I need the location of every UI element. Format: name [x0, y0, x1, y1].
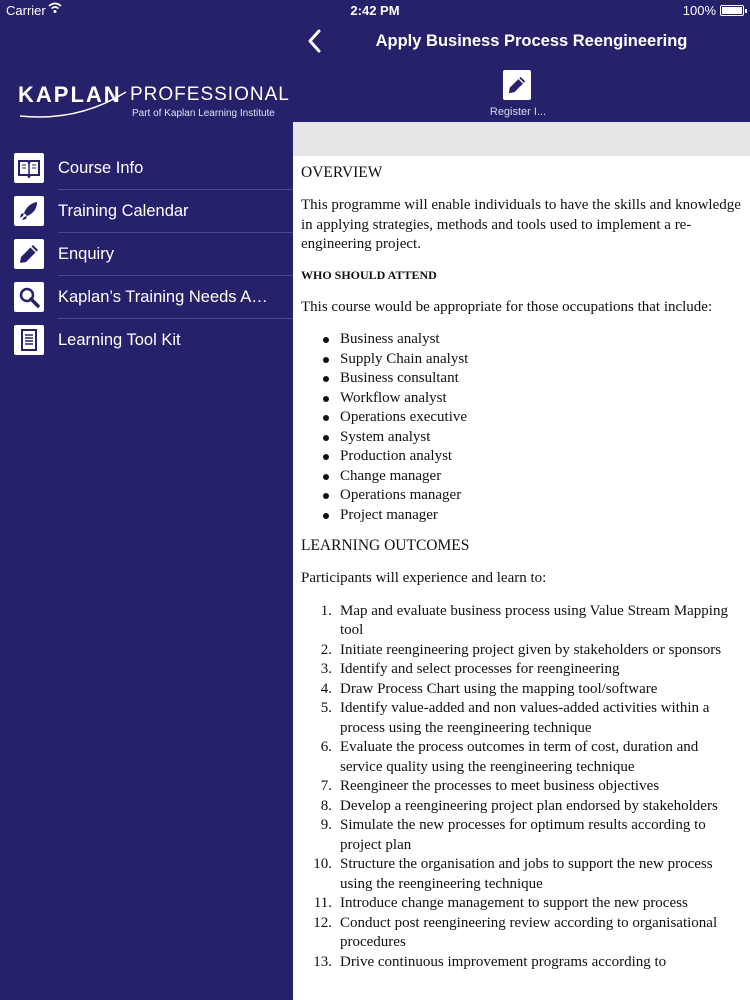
page-title: Apply Business Process Reengineering [375, 32, 688, 50]
list-item: 1. Map and evaluate business process using Value Stream Mapping tool [320, 602, 728, 638]
pencil-icon [503, 70, 531, 100]
sidebar-menu [0, 147, 293, 362]
register-button[interactable] [483, 68, 553, 122]
list-item: Production analyst [301, 447, 742, 467]
logo-brand-suffix: PROFESSIONAL [130, 84, 290, 105]
list-item: 6. Evaluate the process outcomes in term of cost, duration and service quality using the reengineering technique [320, 739, 699, 775]
toolbar [293, 62, 750, 122]
document-icon [14, 325, 44, 355]
course-content[interactable] [293, 156, 750, 1000]
sidebar-item-label: Course Info [58, 159, 144, 177]
carrier-label: Carrier [6, 3, 46, 18]
sidebar-item-label: Enquiry [58, 245, 114, 263]
list-item: System analyst [301, 428, 742, 448]
status-time: 2:42 PM [350, 3, 400, 18]
sidebar [0, 0, 293, 1000]
list-item: 8. Develop a reengineering project plan endorsed by stakeholders [320, 797, 718, 814]
list-item: 10. Structure the organisation and jobs to support the new process using the reengineering technique [313, 856, 713, 892]
overview-heading: OVERVIEW [301, 164, 383, 181]
book-icon [14, 153, 44, 183]
overview-text: This programme will enable individuals to have the skills and knowledge in applying strategies, methods and tools used to implement a re-engineering project. [301, 197, 741, 252]
kaplan-logo [18, 82, 290, 122]
sidebar-item-training-needs[interactable] [0, 276, 293, 319]
battery-percentage: 100% [682, 3, 716, 18]
who-should-attend-heading: WHO SHOULD ATTEND [301, 267, 437, 282]
navigation-bar [293, 22, 750, 62]
status-bar [0, 0, 750, 22]
list-item: Business consultant [301, 369, 742, 389]
list-item: Supply Chain analyst [301, 350, 742, 370]
battery-icon [720, 5, 744, 16]
sidebar-item-training-calendar[interactable] [0, 190, 293, 233]
pencil-icon [14, 239, 44, 269]
sidebar-item-enquiry[interactable] [0, 233, 293, 276]
list-item: 3. Identify and select processes for reengineering [320, 661, 620, 677]
outcomes-intro: Participants will experience and learn to: [301, 570, 547, 586]
list-item: Operations manager [301, 486, 742, 506]
list-item: Change manager [301, 467, 742, 487]
list-item: 9. Simulate the new processes for optimum results according to project plan [320, 817, 706, 853]
content-header-bar [293, 122, 750, 156]
list-item: Business analyst [301, 330, 742, 350]
sidebar-item-label: Kaplan’s Training Needs A… [58, 288, 268, 306]
outcomes-list [301, 602, 742, 973]
list-item: Project manager [301, 506, 742, 526]
magnifier-icon [14, 282, 44, 312]
list-item: 7. Reengineer the processes to meet business objectives [320, 778, 660, 794]
sidebar-item-course-info[interactable] [0, 147, 293, 190]
list-item: 11. Introduce change management to support the new process [313, 895, 688, 911]
list-item: 5. Identify value-added and non values-added activities within a process using the reengineering technique [320, 700, 710, 736]
list-item: 13. Drive continuous improvement programs according to [313, 953, 667, 970]
list-item: Operations executive [301, 408, 742, 428]
list-item: 12. Conduct post reengineering review according to organisational procedures [313, 914, 718, 950]
register-button-label: Register I... [489, 106, 547, 118]
occupation-list [301, 330, 742, 525]
learning-outcomes-heading: LEARNING OUTCOMES [301, 537, 470, 554]
sidebar-item-label: Training Calendar [58, 202, 189, 220]
logo-brand: KAPLAN [18, 82, 122, 107]
logo-tagline: Part of Kaplan Learning Institute [132, 108, 275, 119]
attend-intro: This course would be appropriate for those occupations that include: [301, 298, 713, 315]
rocket-icon [14, 196, 44, 226]
sidebar-item-label: Learning Tool Kit [58, 331, 181, 349]
list-item: Workflow analyst [301, 389, 742, 409]
list-item: 4. Draw Process Chart using the mapping tool/software [320, 680, 658, 697]
list-item: 2. Initiate reengineering project given by stakeholders or sponsors [320, 641, 722, 658]
sidebar-item-learning-tool-kit[interactable] [0, 319, 293, 362]
